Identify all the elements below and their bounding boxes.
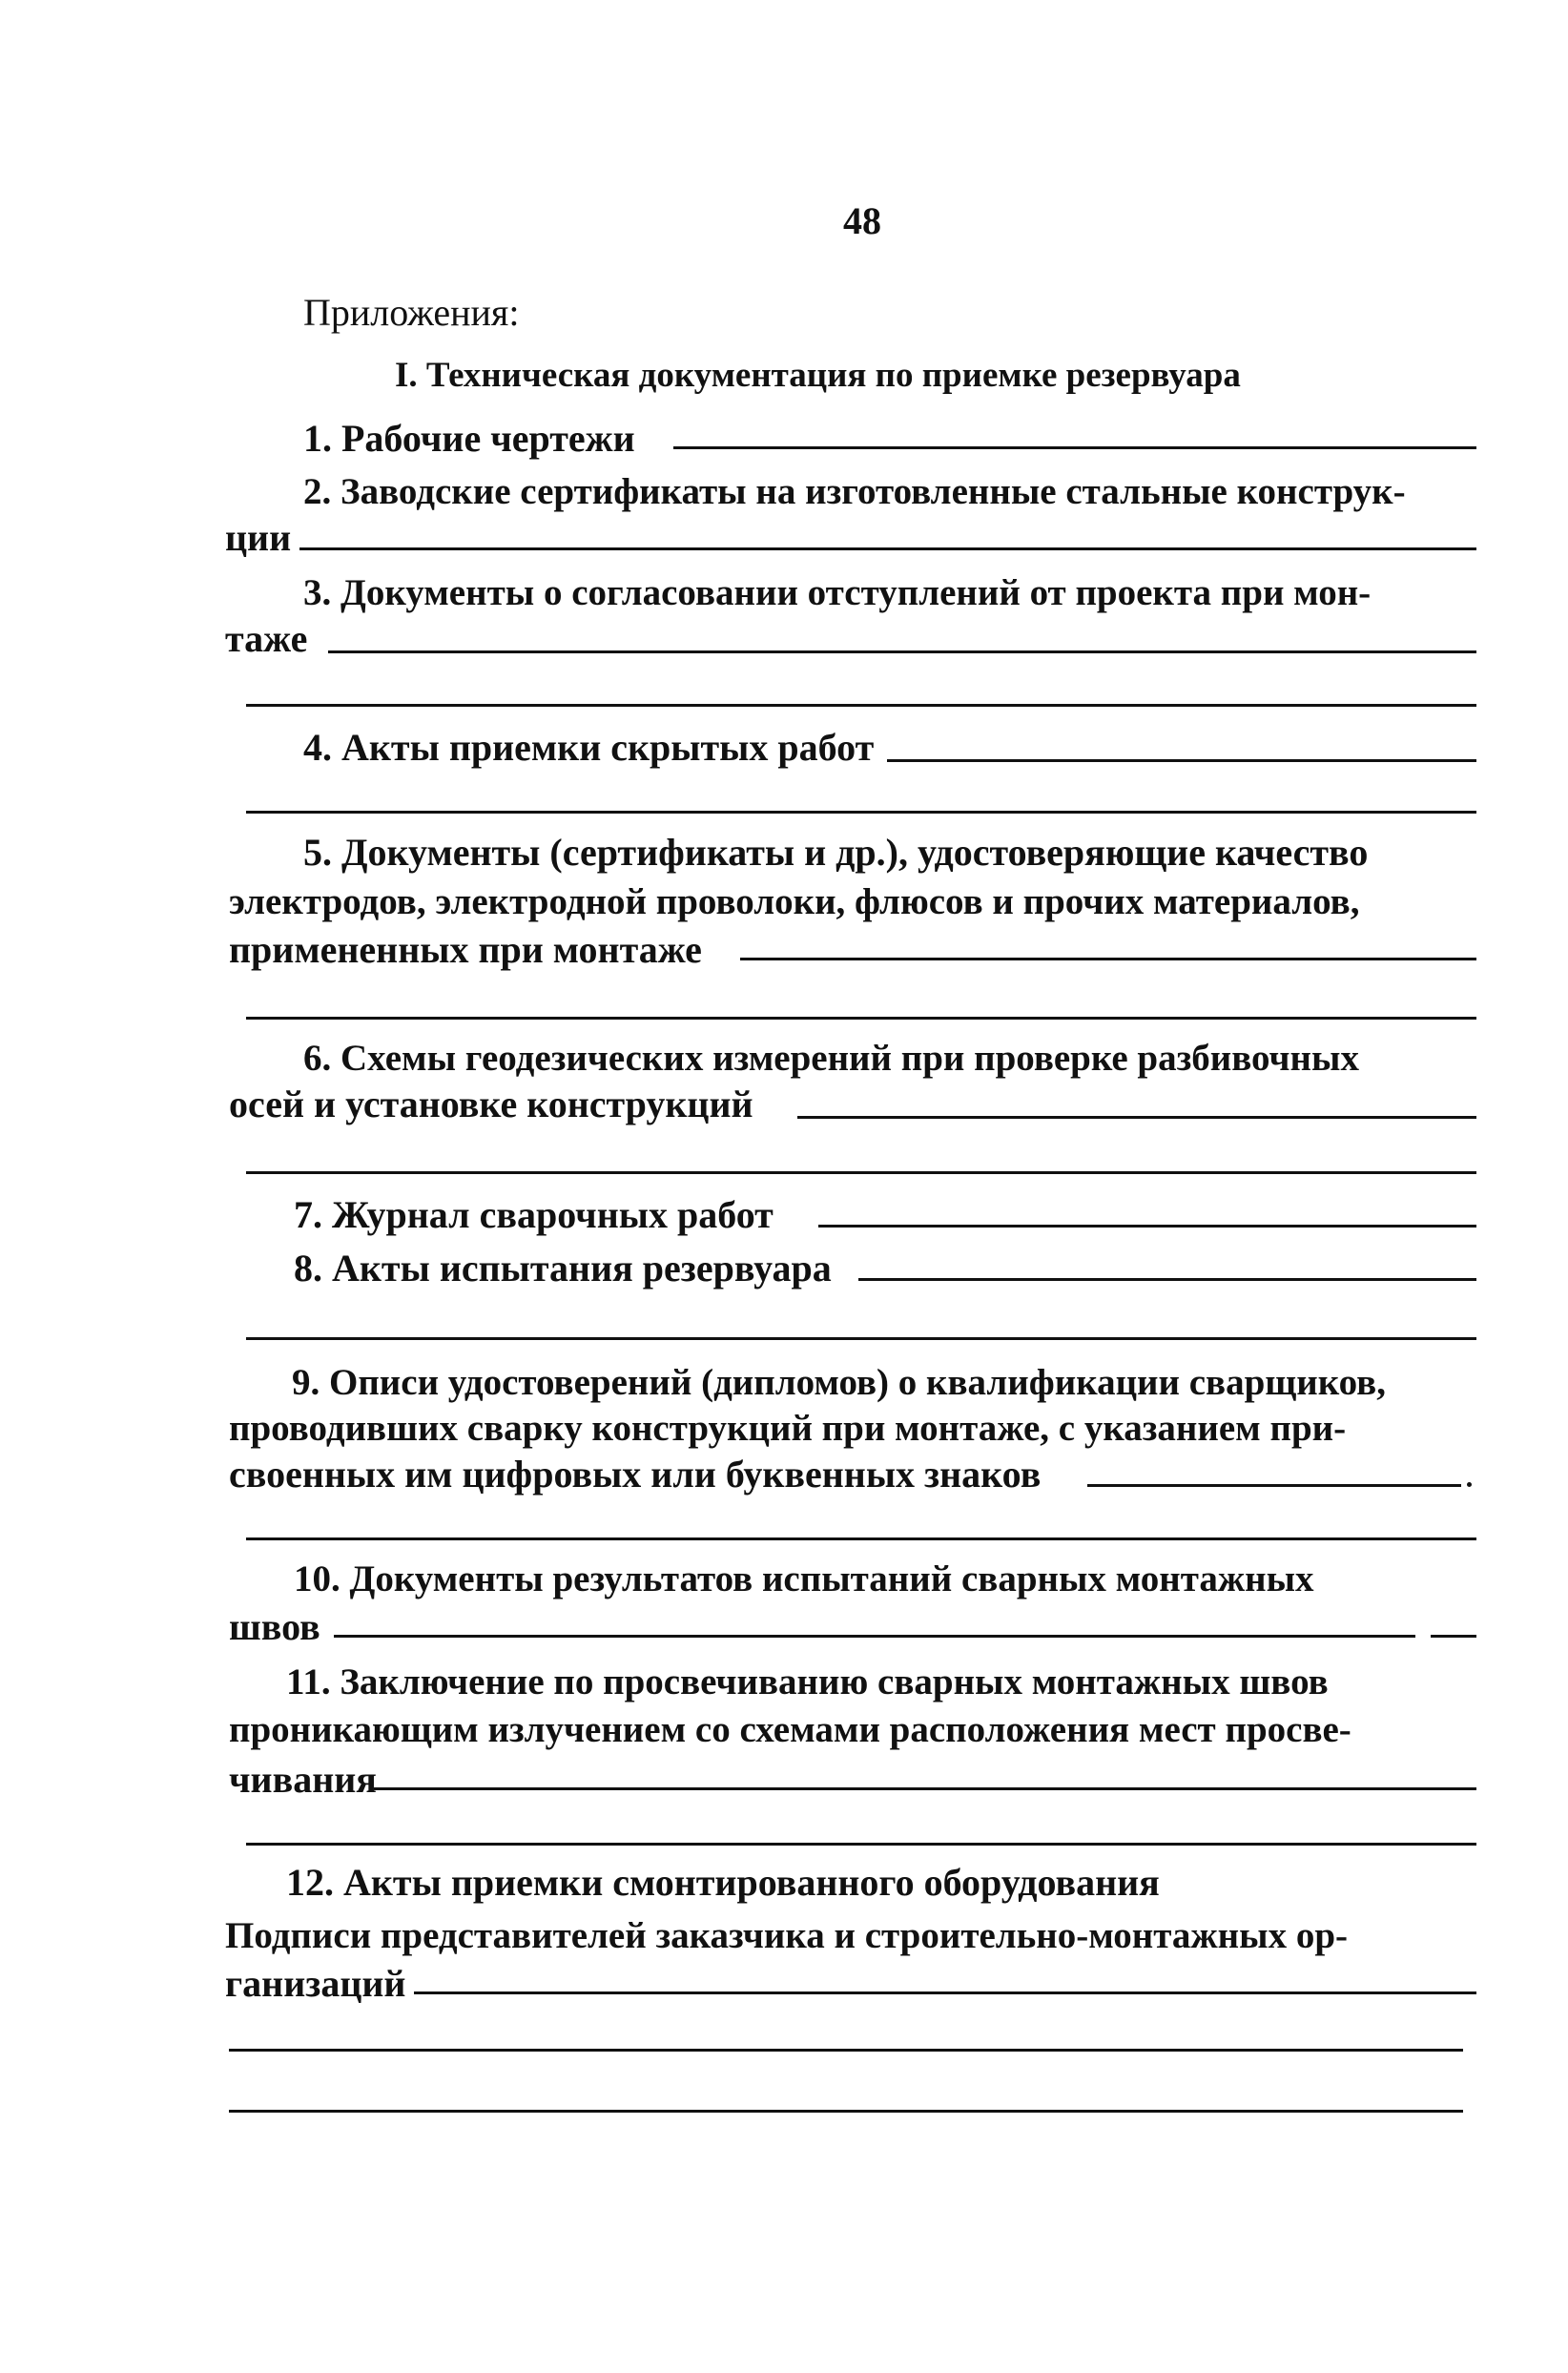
item-4: 4. Акты приемки скрытых работ [303,726,875,769]
signature-line [229,2049,1463,2052]
blank-line [246,1171,1476,1174]
item-10-line-2: швов [229,1605,320,1648]
fill-line [740,958,1476,960]
blank-line [246,1537,1476,1540]
blank-line [246,704,1476,707]
item-1: 1. Рабочие чертежи [303,417,635,460]
item-8: 8. Акты испытания резервуара [294,1247,832,1290]
signature-line [414,1991,1476,1994]
item-9-line-3: своенных им цифровых или буквенных знаков [229,1453,1042,1496]
item-6-line-2: осей и установке конструкций [229,1083,753,1125]
signatures-line-1: Подписи представителей заказчика и строительно-монтажных ор- [225,1915,1349,1956]
item-10-line-1: 10. Документы результатов испытаний сварных монтажных [294,1558,1314,1599]
item-11-line-3: чивания [229,1758,377,1801]
item-9-line-1: 9. Описи удостоверений (дипломов) о квалификации сварщиков, [292,1362,1386,1403]
fill-line [299,547,1476,550]
blank-line [246,1843,1476,1846]
fill-line [1431,1635,1476,1638]
blank-line [246,1017,1476,1020]
section-heading: I. Техническая документация по приемке резервуара [395,356,1241,395]
fill-line [887,759,1476,762]
signatures-line-2: ганизаций [225,1962,406,2005]
fill-line [328,650,1476,653]
item-11-line-1: 11. Заключение по просвечиванию сварных монтажных швов [286,1661,1329,1702]
item-5-line-1: 5. Документы (сертификаты и др.), удостоверяющие качество [303,831,1369,874]
item-7: 7. Журнал сварочных работ [294,1193,774,1236]
fill-line [818,1225,1476,1228]
item-2-line-2: ции [225,516,292,559]
page-number: 48 [843,199,881,242]
fill-line [673,446,1476,449]
fill-line [334,1635,1415,1638]
item-5-line-3: примененных при монтаже [229,928,702,971]
blank-line [246,1337,1476,1340]
fill-line [374,1787,1476,1790]
blank-line [246,811,1476,814]
item-9-line-2: проводивших сварку конструкций при монтаже, с указанием при- [229,1408,1347,1449]
item-5-line-2: электродов, электродной проволоки, флюсов и прочих материалов, [229,881,1360,922]
appendix-label: Приложения: [303,291,520,334]
fill-line [1087,1484,1461,1487]
item-6-line-1: 6. Схемы геодезических измерений при проверке разбивочных [303,1038,1359,1079]
item-12: 12. Акты приемки смонтированного оборудования [286,1861,1160,1904]
fill-line-dot [1467,1482,1472,1487]
signature-line [229,2110,1463,2113]
item-11-line-2: проникающим излучением со схемами расположения мест просве- [229,1709,1351,1750]
item-3-line-1: 3. Документы о согласовании отступлений от проекта при мон- [303,572,1372,613]
item-3-line-2: таже [225,617,308,660]
fill-line [797,1116,1476,1119]
item-2-line-1: 2. Заводские сертификаты на изготовленные стальные конструк- [303,471,1406,512]
fill-line [858,1278,1476,1281]
